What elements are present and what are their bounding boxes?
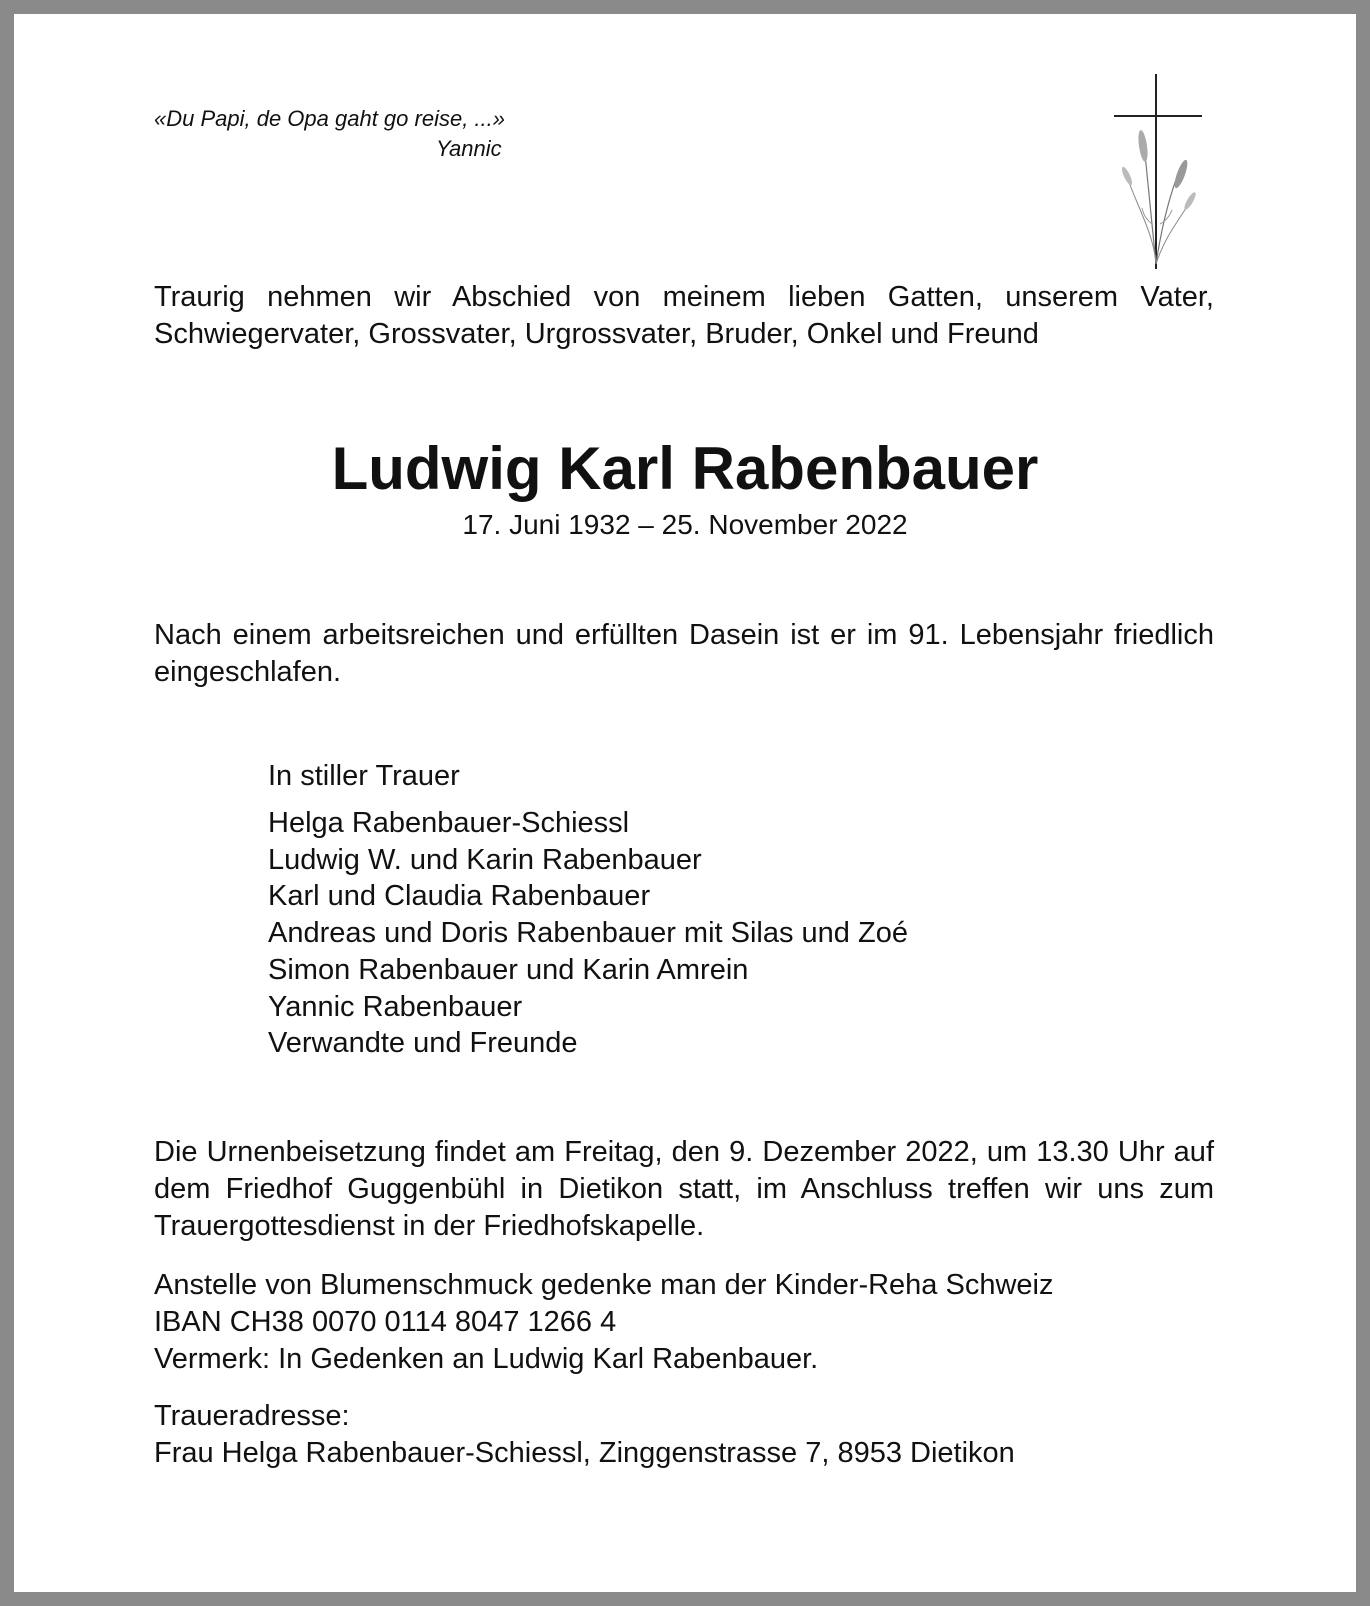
address-line: Frau Helga Rabenbauer-Schiessl, Zinggenstrasse 7, 8953 Dietikon bbox=[154, 1437, 1015, 1469]
burial-text: Die Urnenbeisetzung findet am Freitag, den 9. Dezember 2022, um 13.30 Uhr auf dem Friedhof Guggenbühl in Dietikon statt, im Anschluss treffen wir uns zum Trauergottesdienst in der Friedhofskapelle. bbox=[154, 1136, 1214, 1242]
motto bbox=[154, 104, 505, 164]
donation-block bbox=[154, 1267, 1214, 1378]
mourner-name: Karl und Claudia Rabenbauer bbox=[268, 880, 651, 913]
address-block bbox=[154, 1398, 1214, 1472]
donation-line: Anstelle von Blumenschmuck gedenke man der Kinder-Reha Schweiz bbox=[154, 1269, 1054, 1301]
mourners-heading: In stiller Trauer bbox=[268, 760, 460, 792]
mourner-name: Yannic Rabenbauer bbox=[268, 990, 523, 1023]
motto-author: Yannic bbox=[436, 136, 502, 161]
cross-with-wheat-icon bbox=[1114, 74, 1214, 274]
intro-text: Traurig nehmen wir Abschied von meinem lieben Gatten, unserem Vater, Schwiegervater, Grossvater, Urgrossvater, Bruder, Onkel und Freund bbox=[154, 281, 1214, 350]
life-dates: 17. Juni 1932 – 25. November 2022 bbox=[462, 509, 908, 540]
mourners-list bbox=[268, 805, 908, 1062]
life-text: Nach einem arbeitsreichen und erfüllten Dasein ist er im 91. Lebensjahr friedlich eingeschlafen. bbox=[154, 619, 1214, 688]
mourners-block bbox=[268, 758, 908, 1062]
mourner-name: Andreas und Doris Rabenbauer mit Silas und Zoé bbox=[268, 917, 908, 950]
donation-iban: IBAN CH38 0070 0114 8047 1266 4 bbox=[154, 1306, 617, 1338]
mourner-name: Helga Rabenbauer-Schiessl bbox=[268, 807, 630, 839]
deceased-name: Ludwig Karl Rabenbauer bbox=[331, 435, 1039, 502]
mourner-name: Simon Rabenbauer und Karin Amrein bbox=[268, 953, 749, 986]
motto-quote: «Du Papi, de Opa gaht go reise, ...» bbox=[154, 106, 506, 131]
address-label: Traueradresse: bbox=[154, 1400, 350, 1432]
mourner-name: Ludwig W. und Karin Rabenbauer bbox=[268, 843, 702, 876]
obituary-page bbox=[14, 14, 1356, 1592]
donation-note: Vermerk: In Gedenken an Ludwig Karl Rabenbauer. bbox=[154, 1343, 819, 1375]
mourner-name: Verwandte und Freunde bbox=[268, 1027, 578, 1060]
